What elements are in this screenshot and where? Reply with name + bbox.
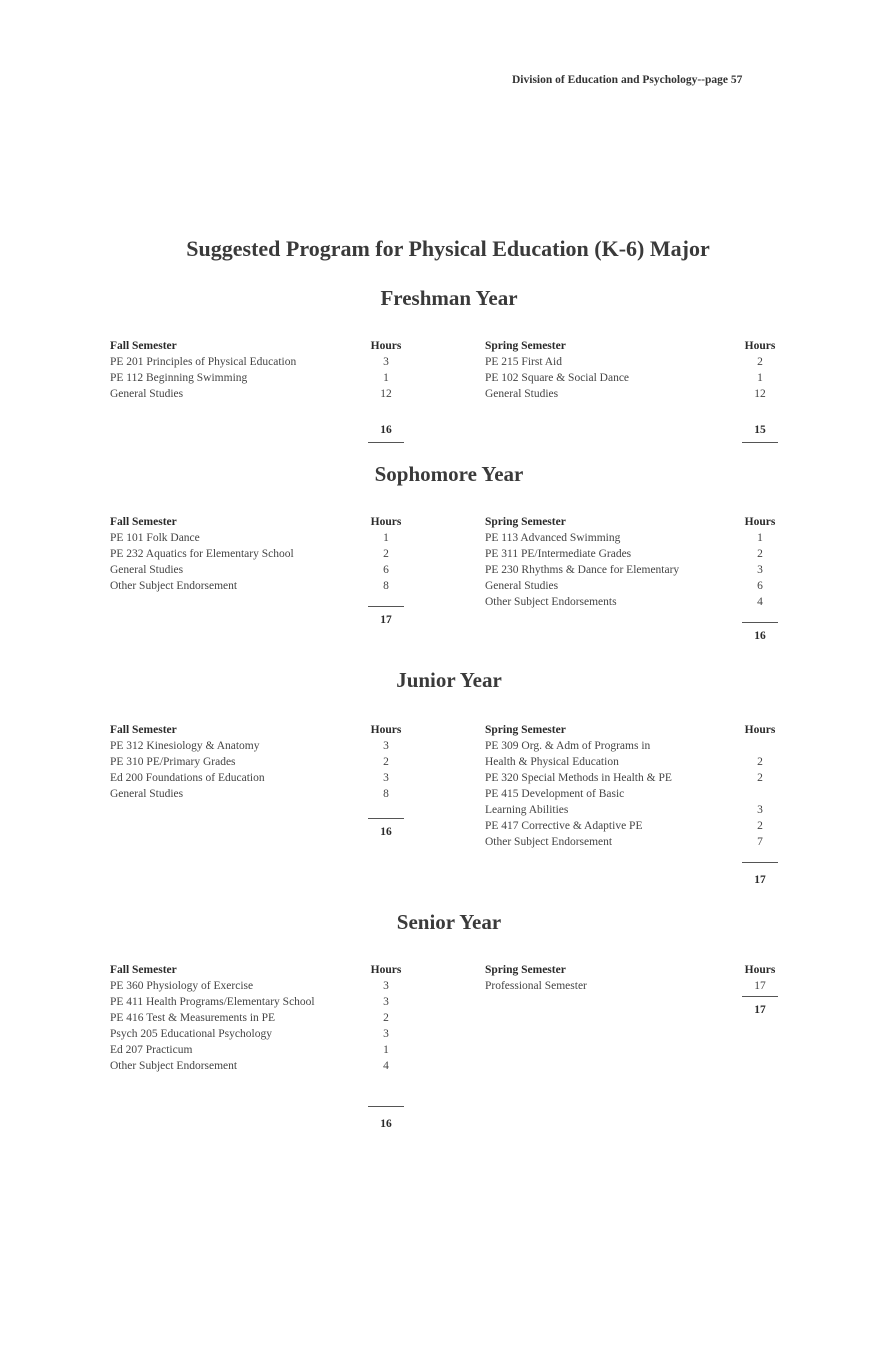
course-row bbox=[110, 1042, 420, 1058]
course-hours: 1 bbox=[757, 372, 763, 384]
course-name: General Studies bbox=[110, 564, 184, 576]
semester-header: Fall Semester bbox=[110, 724, 177, 736]
course-hours: 6 bbox=[757, 580, 763, 592]
course-name: PE 215 First Aid bbox=[485, 356, 563, 368]
course-hours: 3 bbox=[757, 564, 763, 576]
total-rule bbox=[742, 442, 778, 443]
junior-spring-column bbox=[485, 722, 785, 886]
course-hours: 6 bbox=[383, 564, 389, 576]
course-name: PE 232 Aquatics for Elementary School bbox=[110, 548, 294, 560]
semester-header: Fall Semester bbox=[110, 964, 177, 976]
course-row bbox=[485, 786, 785, 802]
course-hours: 3 bbox=[757, 804, 763, 816]
course-row bbox=[110, 1026, 420, 1042]
course-name: Psych 205 Educational Psychology bbox=[110, 1028, 272, 1040]
course-hours: 3 bbox=[383, 772, 389, 784]
running-head: Division of Education and Psychology--page 57 bbox=[512, 74, 743, 86]
course-row bbox=[485, 978, 785, 994]
course-row bbox=[485, 530, 785, 546]
semester-header: Spring Semester bbox=[485, 724, 566, 736]
semester-header: Fall Semester bbox=[110, 516, 177, 528]
course-row bbox=[485, 754, 785, 770]
course-hours: 3 bbox=[383, 740, 389, 752]
semester-header: Spring Semester bbox=[485, 516, 566, 528]
course-name: PE 416 Test & Measurements in PE bbox=[110, 1012, 276, 1024]
course-hours: 8 bbox=[383, 788, 389, 800]
course-name: Professional Semester bbox=[485, 980, 587, 992]
course-row bbox=[485, 562, 785, 578]
course-name: PE 113 Advanced Swimming bbox=[485, 532, 621, 544]
semester-total: 15 bbox=[754, 424, 766, 436]
course-name: PE 102 Square & Social Dance bbox=[485, 372, 630, 384]
hours-header: Hours bbox=[744, 340, 776, 352]
course-hours: 4 bbox=[757, 596, 763, 608]
course-hours: 2 bbox=[383, 756, 389, 768]
course-hours: 2 bbox=[757, 548, 763, 560]
semester-header: Fall Semester bbox=[110, 340, 177, 352]
total-rule bbox=[742, 862, 778, 863]
year-title-senior: Senior Year bbox=[396, 910, 502, 934]
course-hours: 2 bbox=[757, 772, 763, 784]
hours-header: Hours bbox=[370, 516, 402, 528]
semester-header: Spring Semester bbox=[485, 964, 566, 976]
semester-total: 17 bbox=[380, 614, 392, 626]
course-row bbox=[110, 354, 420, 370]
course-row bbox=[110, 786, 420, 802]
course-name: General Studies bbox=[110, 388, 184, 400]
total-rule bbox=[368, 606, 404, 607]
total-rule bbox=[368, 1106, 404, 1107]
course-row bbox=[110, 370, 420, 386]
course-row bbox=[485, 738, 785, 754]
course-row bbox=[485, 386, 785, 402]
junior-fall-column bbox=[110, 722, 420, 838]
course-name: Ed 200 Foundations of Education bbox=[110, 772, 265, 784]
course-hours: 3 bbox=[383, 356, 389, 368]
freshman-fall-column bbox=[110, 338, 420, 436]
course-row bbox=[485, 594, 785, 610]
hours-header: Hours bbox=[744, 516, 776, 528]
course-hours: 4 bbox=[383, 1060, 389, 1072]
course-name: PE 415 Development of Basic bbox=[485, 788, 625, 800]
course-row bbox=[485, 370, 785, 386]
semester-total: 16 bbox=[380, 1118, 392, 1130]
course-row bbox=[110, 578, 420, 594]
hours-header: Hours bbox=[744, 724, 776, 736]
hours-header: Hours bbox=[370, 964, 402, 976]
course-name: PE 230 Rhythms & Dance for Elementary bbox=[485, 564, 680, 576]
course-name: Learning Abilities bbox=[485, 804, 569, 816]
semester-header: Spring Semester bbox=[485, 340, 566, 352]
semester-total: 16 bbox=[754, 630, 766, 642]
course-name: PE 360 Physiology of Exercise bbox=[110, 980, 254, 992]
total-rule bbox=[742, 996, 778, 997]
course-hours: 1 bbox=[383, 372, 389, 384]
course-name: PE 311 PE/Intermediate Grades bbox=[485, 548, 632, 560]
course-name: Other Subject Endorsement bbox=[110, 1060, 238, 1072]
course-hours: 1 bbox=[383, 532, 389, 544]
course-row bbox=[110, 738, 420, 754]
course-hours: 2 bbox=[757, 756, 763, 768]
course-name: PE 101 Folk Dance bbox=[110, 532, 200, 544]
course-hours: 2 bbox=[383, 1012, 389, 1024]
course-name: Other Subject Endorsements bbox=[485, 596, 617, 608]
course-name: PE 417 Corrective & Adaptive PE bbox=[485, 820, 643, 832]
course-hours: 2 bbox=[757, 356, 763, 368]
semester-total: 17 bbox=[754, 874, 766, 886]
course-row bbox=[110, 546, 420, 562]
course-row bbox=[485, 770, 785, 786]
course-name: Other Subject Endorsement bbox=[485, 836, 613, 848]
sophomore-fall-column bbox=[110, 514, 420, 626]
course-name: PE 112 Beginning Swimming bbox=[110, 372, 248, 384]
course-name: Health & Physical Education bbox=[485, 756, 619, 768]
course-hours: 7 bbox=[757, 836, 763, 848]
semester-total: 16 bbox=[380, 826, 392, 838]
course-hours: 1 bbox=[757, 532, 763, 544]
senior-spring-column bbox=[485, 962, 785, 1016]
total-rule bbox=[368, 818, 404, 819]
course-row bbox=[110, 978, 420, 994]
hours-header: Hours bbox=[370, 724, 402, 736]
course-hours: 8 bbox=[383, 580, 389, 592]
course-hours: 17 bbox=[754, 980, 766, 992]
course-row bbox=[110, 994, 420, 1010]
course-name: PE 309 Org. & Adm of Programs in bbox=[485, 740, 651, 752]
total-rule bbox=[368, 442, 404, 443]
course-row bbox=[110, 1010, 420, 1026]
total-rule bbox=[742, 622, 778, 623]
course-name: PE 310 PE/Primary Grades bbox=[110, 756, 236, 768]
sophomore-spring-column bbox=[485, 514, 785, 642]
course-hours: 3 bbox=[383, 996, 389, 1008]
course-name: PE 201 Principles of Physical Education bbox=[110, 356, 297, 368]
year-title-freshman: Freshman Year bbox=[380, 286, 518, 310]
semester-total: 16 bbox=[380, 424, 392, 436]
course-hours: 1 bbox=[383, 1044, 389, 1056]
course-name: PE 411 Health Programs/Elementary School bbox=[110, 996, 315, 1008]
course-row bbox=[485, 354, 785, 370]
course-row bbox=[485, 546, 785, 562]
freshman-spring-column bbox=[485, 338, 785, 436]
senior-fall-column bbox=[110, 962, 420, 1130]
course-name: General Studies bbox=[485, 580, 559, 592]
course-name: PE 320 Special Methods in Health & PE bbox=[485, 772, 672, 784]
course-hours: 12 bbox=[754, 388, 766, 400]
course-hours: 2 bbox=[757, 820, 763, 832]
course-row bbox=[110, 562, 420, 578]
course-hours: 3 bbox=[383, 1028, 389, 1040]
year-title-sophomore: Sophomore Year bbox=[374, 462, 524, 486]
year-title-junior: Junior Year bbox=[396, 668, 502, 692]
course-row bbox=[485, 818, 785, 834]
semester-total: 17 bbox=[754, 1004, 766, 1016]
course-name: PE 312 Kinesiology & Anatomy bbox=[110, 740, 260, 752]
course-hours: 12 bbox=[380, 388, 392, 400]
course-hours: 3 bbox=[383, 980, 389, 992]
course-name: General Studies bbox=[485, 388, 559, 400]
hours-header: Hours bbox=[744, 964, 776, 976]
course-name: Other Subject Endorsement bbox=[110, 580, 238, 592]
course-row bbox=[110, 386, 420, 402]
page-title: Suggested Program for Physical Education (K-6) Major bbox=[186, 236, 710, 261]
course-row bbox=[110, 754, 420, 770]
course-row bbox=[110, 770, 420, 786]
course-row bbox=[485, 578, 785, 594]
course-row bbox=[110, 1058, 420, 1074]
course-row bbox=[485, 834, 785, 850]
course-name: General Studies bbox=[110, 788, 184, 800]
course-row bbox=[485, 802, 785, 818]
hours-header: Hours bbox=[370, 340, 402, 352]
course-name: Ed 207 Practicum bbox=[110, 1044, 193, 1056]
course-hours: 2 bbox=[383, 548, 389, 560]
course-row bbox=[110, 530, 420, 546]
